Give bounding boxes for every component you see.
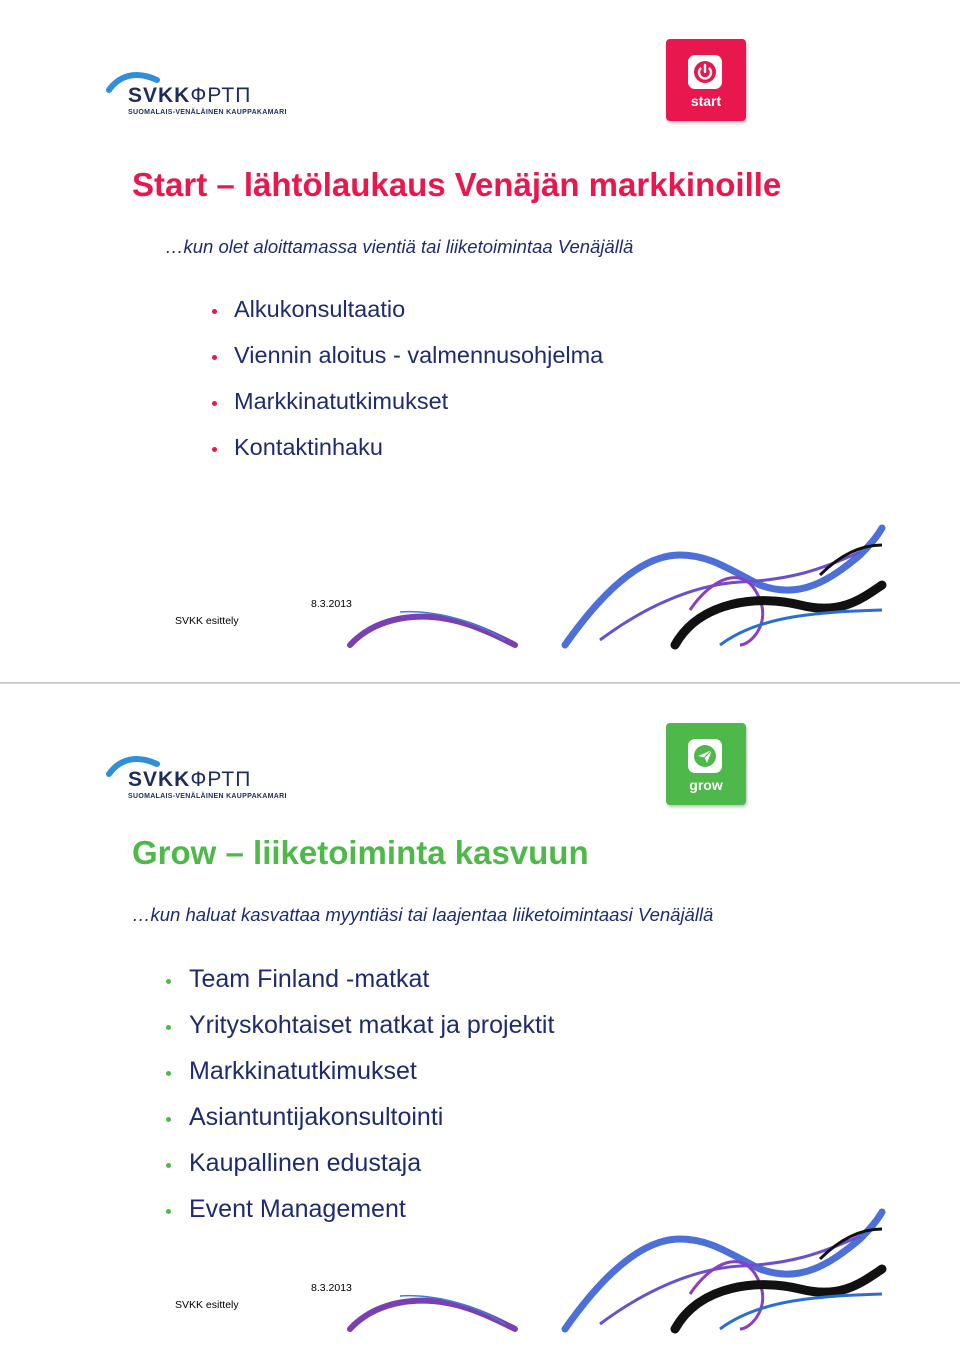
slide-subtitle: …kun haluat kasvattaa myyntiäsi tai laajentaa liiketoimintaasi Venäjällä — [132, 904, 714, 925]
slide-title: Start – lähtölaukaus Venäjän markkinoille — [132, 166, 782, 203]
list-item-text: Kontaktinhaku — [234, 434, 383, 460]
list-item-text: Markkinatutkimukset — [234, 388, 449, 414]
slide-start — [0, 0, 960, 683]
list-item-text: Event Management — [189, 1195, 406, 1223]
slide-grow — [0, 683, 960, 1366]
list-item-text: Viennin aloitus - valmennusohjelma — [234, 342, 604, 368]
list-item-text: Team Finland -matkat — [189, 965, 430, 993]
list-item-text: Markkinatutkimukset — [189, 1057, 417, 1085]
slide-subtitle: …kun olet aloittamassa vientiä tai liiketoimintaa Venäjällä — [165, 236, 634, 257]
slide-title: Grow – liiketoiminta kasvuun — [132, 834, 589, 871]
decorative-swirl-graphic — [0, 0, 960, 683]
footer-presentation-label: SVKK esittely — [175, 615, 239, 627]
logo-subtitle: SUOMALAIS-VENÄLÄINEN KAUPPAKAMARI — [128, 109, 287, 116]
list-item-text: Asiantuntijakonsultointi — [189, 1103, 444, 1131]
list-item-text: Kaupallinen edustaja — [189, 1149, 422, 1177]
logo-latin: SVKK — [128, 84, 191, 107]
decorative-swirl-graphic — [0, 684, 960, 1366]
list-item-text: Alkukonsultaatio — [234, 296, 406, 322]
logo-subtitle: SUOMALAIS-VENÄLÄINEN KAUPPAKAMARI — [128, 793, 287, 800]
logo-cyrillic: ФРТП — [190, 84, 252, 107]
list-item-text: Yrityskohtaiset matkat ja projektit — [189, 1011, 555, 1039]
footer-presentation-label: SVKK esittely — [175, 1299, 239, 1311]
logo-latin: SVKK — [128, 768, 191, 791]
footer-date: 8.3.2013 — [311, 598, 352, 610]
logo-cyrillic: ФРТП — [190, 768, 252, 791]
badge-label: start — [690, 93, 722, 109]
footer-date: 8.3.2013 — [311, 1282, 352, 1294]
badge-label: grow — [689, 777, 723, 793]
